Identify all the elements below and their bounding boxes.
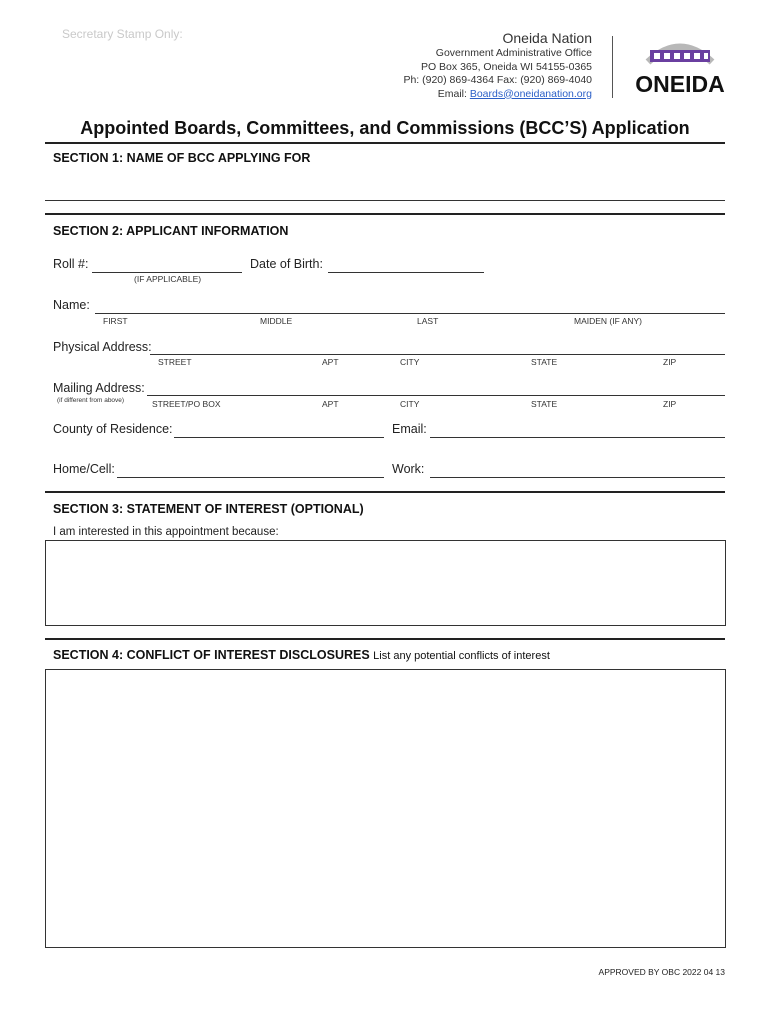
roll-label: Roll #: xyxy=(53,257,89,271)
page-title: Appointed Boards, Committees, and Commissions (BCC’S) Application xyxy=(80,118,690,138)
org-contact-block xyxy=(403,30,592,101)
org-name: Oneida Nation xyxy=(502,30,592,46)
org-email-line xyxy=(403,88,592,102)
org-address: PO Box 365, Oneida WI 54155-0365 xyxy=(420,60,592,73)
physical-zip-hint: ZIP xyxy=(663,357,677,367)
mailing-city-hint: CITY xyxy=(400,399,420,409)
title-rule xyxy=(45,142,725,144)
section4-note: List any potential conflicts of interest xyxy=(373,650,550,662)
roll-hint: (IF APPLICABLE) xyxy=(134,274,202,284)
mailing-address-label: Mailing Address: xyxy=(53,381,145,395)
name-first-hint: FIRST xyxy=(103,316,128,326)
section3-rule xyxy=(45,638,725,640)
interest-textarea[interactable] xyxy=(45,540,726,626)
physical-street-hint: STREET xyxy=(158,357,192,367)
mailing-street-hint: STREET/PO BOX xyxy=(152,399,221,409)
physical-address-field[interactable] xyxy=(150,354,725,355)
county-field[interactable] xyxy=(174,437,384,438)
county-label: County of Residence: xyxy=(53,422,173,436)
email-field[interactable] xyxy=(430,437,725,438)
name-label: Name: xyxy=(53,298,90,312)
header-divider xyxy=(612,36,613,98)
mailing-apt-hint: APT xyxy=(322,399,339,409)
mailing-address-hint: (if different from above) xyxy=(57,397,125,404)
approval-footer: APPROVED BY OBC 2022 04 13 xyxy=(598,967,725,977)
mailing-state-hint: STATE xyxy=(531,399,558,409)
section2-heading: SECTION 2: APPLICANT INFORMATION xyxy=(53,224,289,238)
name-maiden-hint: MAIDEN (IF ANY) xyxy=(574,316,643,326)
section3-heading: SECTION 3: STATEMENT OF INTEREST (OPTIONAL) xyxy=(53,502,364,516)
physical-apt-hint: APT xyxy=(322,357,339,367)
name-last-hint: LAST xyxy=(417,316,439,326)
logo-wordmark: ONEIDA xyxy=(635,71,725,97)
physical-city-hint: CITY xyxy=(400,357,420,367)
section2-rule xyxy=(45,491,725,493)
section4-heading: SECTION 4: CONFLICT OF INTEREST DISCLOSURES xyxy=(53,648,370,662)
name-middle-hint: MIDDLE xyxy=(260,316,293,326)
dob-field[interactable] xyxy=(328,272,484,273)
physical-state-hint: STATE xyxy=(531,357,558,367)
conflict-textarea[interactable] xyxy=(45,669,726,948)
work-phone-field[interactable] xyxy=(430,477,725,478)
section1-heading: SECTION 1: NAME OF BCC APPLYING FOR xyxy=(53,151,311,165)
mailing-address-field[interactable] xyxy=(147,395,725,396)
org-phone-fax: Ph: (920) 869-4364 Fax: (920) 869-4040 xyxy=(403,74,592,86)
section4-heading-line xyxy=(53,648,550,662)
oneida-logo xyxy=(630,34,730,98)
org-office: Government Administrative Office xyxy=(435,47,592,59)
work-phone-label: Work: xyxy=(392,462,425,476)
dob-label: Date of Birth: xyxy=(250,257,323,271)
physical-address-label: Physical Address: xyxy=(53,340,152,354)
interest-prompt: I am interested in this appointment because: xyxy=(53,526,279,538)
bcc-name-field[interactable] xyxy=(45,200,725,201)
name-field[interactable] xyxy=(95,313,725,314)
section1-rule xyxy=(45,213,725,215)
org-email-label: Email: xyxy=(437,87,470,100)
home-cell-label: Home/Cell: xyxy=(53,462,115,476)
home-cell-field[interactable] xyxy=(117,477,384,478)
secretary-stamp-label: Secretary Stamp Only: xyxy=(62,27,183,41)
org-email-link[interactable]: Boards@oneidanation.org xyxy=(469,87,592,100)
roll-field[interactable] xyxy=(92,272,242,273)
mailing-zip-hint: ZIP xyxy=(663,399,677,409)
email-label: Email: xyxy=(392,422,427,436)
